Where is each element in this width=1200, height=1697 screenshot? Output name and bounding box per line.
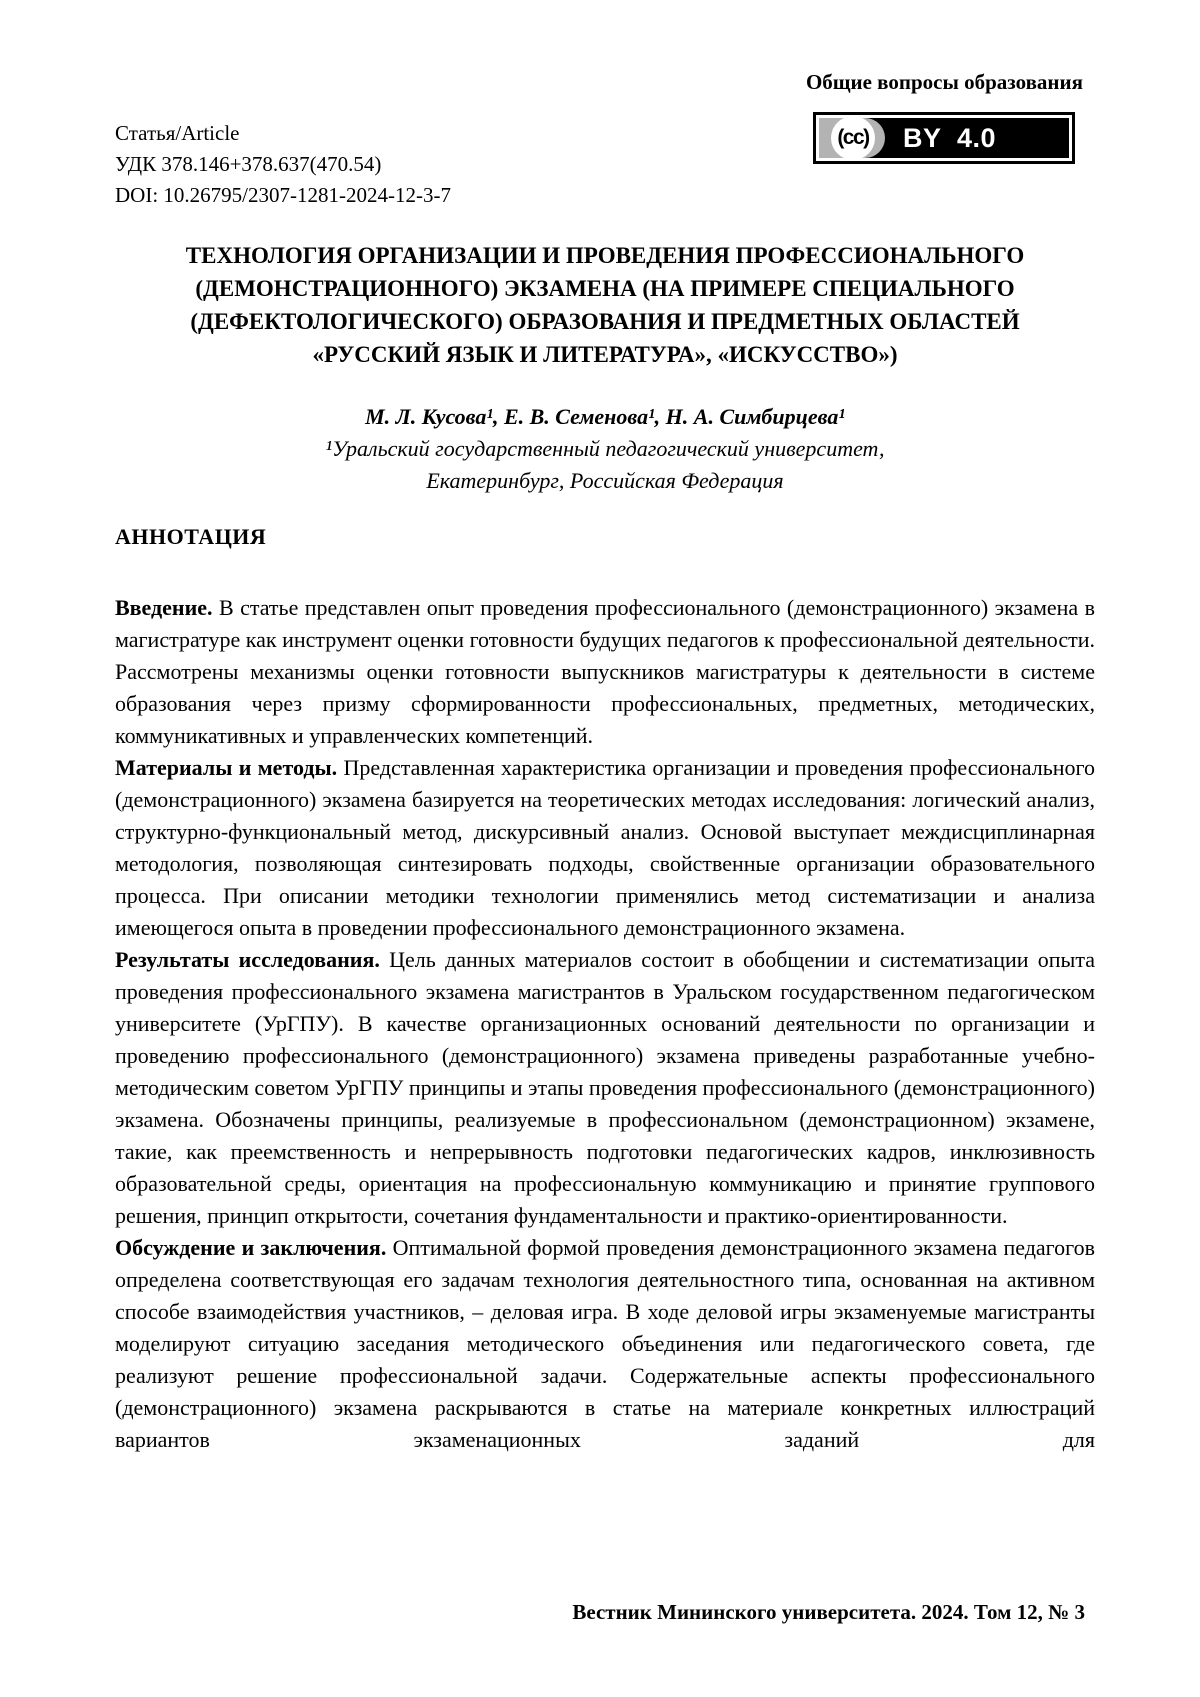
journal-footer: Вестник Мининского университета. 2024. Том 12, № 3	[572, 1600, 1085, 1624]
article-title-line: «РУССКИЙ ЯЗЫК И ЛИТЕРАТУРА», «ИСКУССТВО»)	[312, 342, 898, 367]
cc-icon: (cc)	[831, 116, 875, 160]
cc-badge-inner	[816, 115, 1072, 161]
affiliation-line-1: ¹Уральский государственный педагогический университет,	[325, 436, 885, 461]
section-text: Цель данных материалов состоит в обобщении и систематизации опыта проведения профессионального экзамена магистрантов в Уральском государственном педагогическом университете (УрГПУ). В качестве организационных оснований деятельности по организации и проведению профессионального (демонстрационного) экзамена приведены разработанные учебно-методическим советом УрГПУ принципы и этапы проведения профессионального (демонстрационного) экзамена. Обозначены принципы, реализуемые в профессиональном (демонстрационном) экзамене, такие, как преемственность и непрерывность подготовки педагогических кадров, инклюзивность образовательной среды, ориентация на профессиональную коммуникацию и принятие группового решения, принцип открытости, сочетания фундаментальности и практико-ориентированности.	[115, 947, 1095, 1228]
abstract-section-obsuzhdenie-i-zaklyucheniya	[115, 1232, 1095, 1456]
cc-by-license-badge	[813, 112, 1075, 164]
license-version-label: BY 4.0	[903, 122, 997, 153]
article-title-line: (ДЕФЕКТОЛОГИЧЕСКОГО) ОБРАЗОВАНИЯ И ПРЕДМЕТНЫХ ОБЛАСТЕЙ	[190, 309, 1020, 334]
section-text: Представленная характеристика организации и проведения профессионального (демонстрационного) экзамена базируется на теоретических методах исследования: логический анализ, структурно-функциональный метод, дискурсивный анализ. Основой выступает междисциплинарная методология, позволяющая синтезировать подходы, свойственные организации образовательного процесса. При описании методики технологии применялись метод систематизации и анализа имеющегося опыта в проведении профессионального демонстрационного экзамена.	[115, 755, 1096, 940]
article-title-line: (ДЕМОНСТРАЦИОННОГО) ЭКЗАМЕНА (НА ПРИМЕРЕ СПЕЦИАЛЬНОГО	[195, 276, 1015, 301]
abstract-heading: АННОТАЦИЯ	[115, 524, 267, 549]
abstract-section-vvedenie	[115, 592, 1095, 752]
abstract-body	[115, 592, 1095, 1456]
meta-row	[115, 118, 1095, 211]
section-label: Результаты исследования.	[115, 947, 380, 972]
udc-label: УДК 378.146+378.637(470.54)	[115, 152, 382, 176]
section-label: Обсуждение и заключения.	[115, 1235, 387, 1260]
affiliation-line-2: Екатеринбург, Российская Федерация	[426, 468, 784, 493]
section-category-label: Общие вопросы образования	[805, 70, 1083, 94]
article-type-label: Статья/Article	[115, 121, 240, 145]
section-label: Введение.	[115, 595, 213, 620]
section-text: В статье представлен опыт проведения профессионального (демонстрационного) экзамена в магистратуре как инструмент оценки готовности будущих педагогов к профессиональной деятельности. Рассмотрены механизмы оценки готовности выпускников магистратуры к деятельности в системе образования через призму сформированности профессиональных, предметных, методических, коммуникативных и управленческих компетенций.	[115, 595, 1095, 748]
cc-icon-backplate	[819, 118, 885, 158]
article-title	[115, 239, 1095, 371]
section-text: Оптимальной формой проведения демонстрационного экзамена педагогов определена соответствующая его задачам технология деятельностного типа, основанная на активном способе взаимодействия участников, – деловая игра. В ходе деловой игры экзаменуемые магистранты моделируют ситуацию заседания методического объединения или педагогического совета, где реализуют решение профессиональной задачи. Содержательные аспекты профессионального (демонстрационного) экзамена раскрываются в статье на материале конкретных иллюстраций вариантов экзаменационных заданий для	[115, 1235, 1095, 1452]
article-title-line: ТЕХНОЛОГИЯ ОРГАНИЗАЦИИ И ПРОВЕДЕНИЯ ПРОФЕССИОНАЛЬНОГО	[185, 243, 1025, 268]
abstract-section-rezultaty-issledovaniya	[115, 944, 1095, 1232]
authors-line: М. Л. Кусова¹, Е. В. Семенова¹, Н. А. Симбирцева¹	[365, 404, 845, 429]
affiliation-block	[115, 433, 1095, 497]
abstract-section-materialy-i-metody	[115, 752, 1095, 944]
section-label: Материалы и методы.	[115, 755, 338, 780]
doi-label: DOI: 10.26795/2307-1281-2024-12-3-7	[115, 183, 451, 207]
article-meta-block	[115, 118, 451, 211]
